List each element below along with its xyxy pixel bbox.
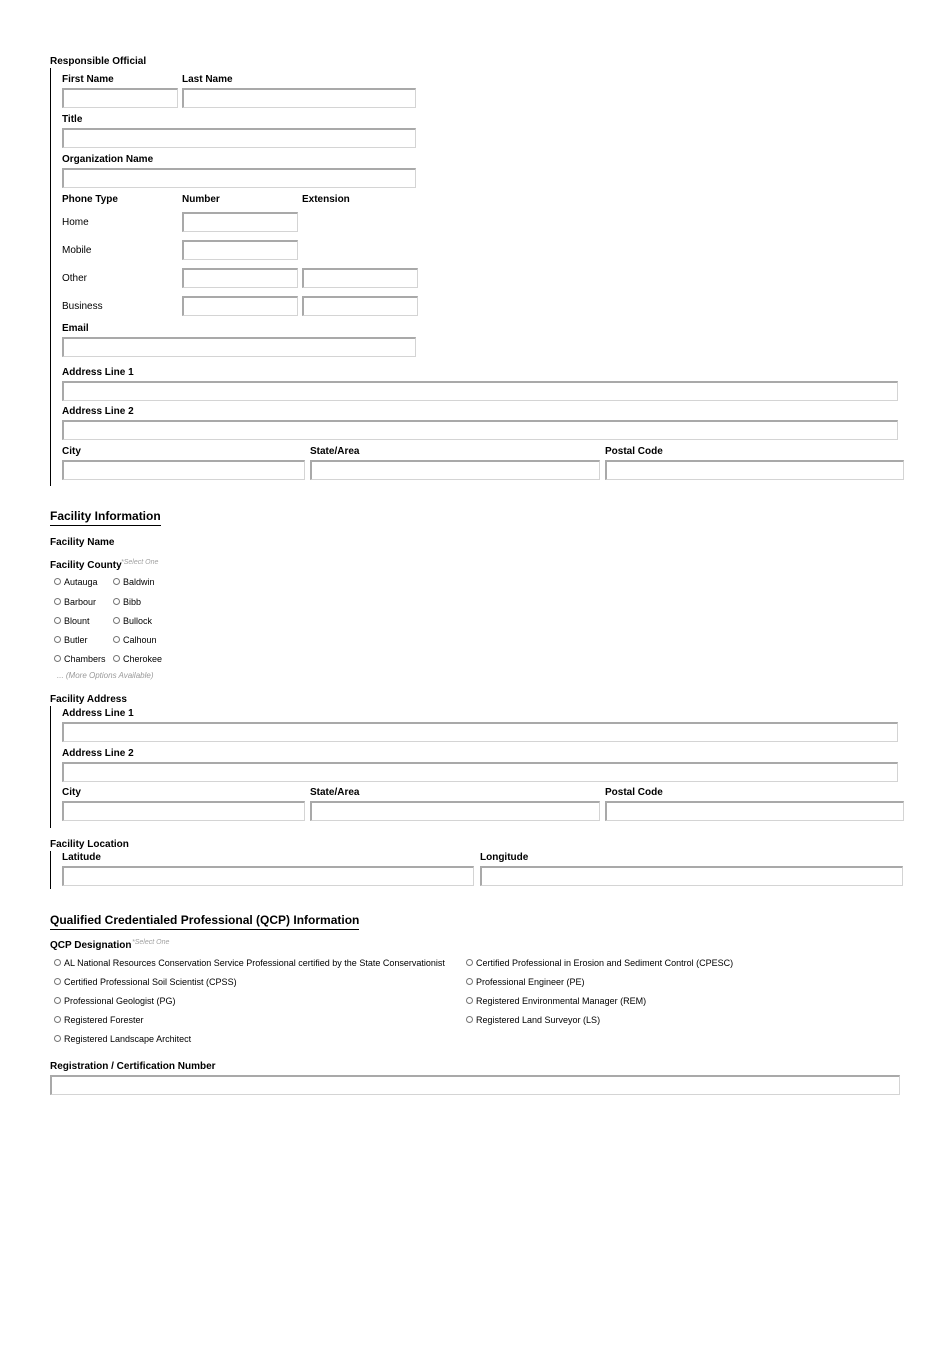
radio-circle[interactable] — [113, 598, 120, 605]
radio-circle[interactable] — [54, 1016, 61, 1023]
longitude-input[interactable] — [480, 866, 903, 886]
facility-information-heading: Facility Information — [50, 509, 161, 526]
last-name-label: Last Name — [182, 74, 233, 85]
section-border — [50, 706, 51, 828]
title-input[interactable] — [62, 128, 416, 148]
business-number-input[interactable] — [182, 296, 298, 316]
qcp-option-label: Professional Geologist (PG) — [64, 996, 176, 1006]
qcp-option-label: Registered Land Surveyor (LS) — [476, 1015, 601, 1025]
facility-address2-input[interactable] — [62, 762, 898, 782]
county-option-butler[interactable] — [54, 635, 88, 646]
qcp-designation-label: QCP Designation — [50, 940, 132, 951]
county-option-label: Cherokee — [123, 654, 163, 664]
latitude-input[interactable] — [62, 866, 474, 886]
facility-address-heading: Facility Address — [50, 694, 127, 705]
radio-circle[interactable] — [54, 578, 61, 585]
facility-location-heading: Facility Location — [50, 839, 129, 850]
facility-city-label: City — [62, 787, 81, 798]
title-label: Title — [62, 114, 83, 125]
radio-circle[interactable] — [54, 655, 61, 662]
section-border — [50, 851, 51, 889]
qcp-option-cpesc[interactable] — [466, 958, 733, 969]
phone-type-home: Home — [62, 217, 89, 228]
county-option-bibb[interactable] — [113, 597, 141, 608]
radio-circle[interactable] — [54, 617, 61, 624]
email-input[interactable] — [62, 337, 416, 357]
radio-circle[interactable] — [113, 655, 120, 662]
qcp-option-pg[interactable] — [54, 996, 176, 1007]
address2-input[interactable] — [62, 420, 898, 440]
qcp-option-ls[interactable] — [466, 1015, 600, 1026]
phone-type-mobile: Mobile — [62, 245, 92, 256]
registration-number-input[interactable] — [50, 1075, 900, 1095]
radio-circle[interactable] — [54, 1035, 61, 1042]
qcp-option-label: Registered Landscape Architect — [64, 1034, 192, 1044]
home-number-input[interactable] — [182, 212, 298, 232]
county-option-autauga[interactable] — [54, 577, 98, 588]
qcp-option-label: Certified Professional in Erosion and Sediment Control (CPESC) — [476, 958, 734, 968]
business-extension-input[interactable] — [302, 296, 418, 316]
latitude-label: Latitude — [62, 852, 101, 863]
facility-postal-input[interactable] — [605, 801, 904, 821]
county-option-label: Barbour — [64, 597, 97, 607]
county-option-label: Autauga — [64, 577, 98, 587]
county-option-blount[interactable] — [54, 616, 90, 627]
qcp-designation-hint: *Select One — [132, 939, 170, 946]
qcp-option-forester[interactable] — [54, 1015, 144, 1026]
organization-input[interactable] — [62, 168, 416, 188]
county-option-label: Chambers — [64, 654, 106, 664]
mobile-number-input[interactable] — [182, 240, 298, 260]
radio-circle[interactable] — [466, 978, 473, 985]
county-option-label: Baldwin — [123, 577, 155, 587]
address1-input[interactable] — [62, 381, 898, 401]
facility-name-label: Facility Name — [50, 537, 115, 548]
registration-number-label: Registration / Certification Number — [50, 1061, 216, 1072]
facility-county-hint: *Select One — [121, 559, 159, 566]
state-input[interactable] — [310, 460, 600, 480]
city-input[interactable] — [62, 460, 305, 480]
facility-address1-input[interactable] — [62, 722, 898, 742]
postal-label: Postal Code — [605, 446, 663, 457]
qcp-option-landscape-architect[interactable] — [54, 1034, 191, 1045]
county-option-bullock[interactable] — [113, 616, 152, 627]
number-label: Number — [182, 194, 220, 205]
qcp-option-cpss[interactable] — [54, 977, 237, 988]
county-option-baldwin[interactable] — [113, 577, 155, 588]
qcp-option-rem[interactable] — [466, 996, 646, 1007]
radio-circle[interactable] — [113, 636, 120, 643]
email-label: Email — [62, 323, 89, 334]
address1-label: Address Line 1 — [62, 367, 134, 378]
other-extension-input[interactable] — [302, 268, 418, 288]
city-label: City — [62, 446, 81, 457]
organization-label: Organization Name — [62, 154, 154, 165]
qcp-information-heading: Qualified Credentialed Professional (QCP) Information — [50, 913, 359, 930]
county-option-calhoun[interactable] — [113, 635, 157, 646]
county-option-barbour[interactable] — [54, 597, 96, 608]
county-option-cherokee[interactable] — [113, 654, 162, 665]
facility-postal-label: Postal Code — [605, 787, 663, 798]
phone-type-label: Phone Type — [62, 194, 118, 205]
radio-circle[interactable] — [113, 617, 120, 624]
qcp-option-label: Certified Professional Soil Scientist (CPSS) — [64, 977, 237, 987]
other-number-input[interactable] — [182, 268, 298, 288]
county-option-chambers[interactable] — [54, 654, 106, 665]
facility-state-input[interactable] — [310, 801, 600, 821]
longitude-label: Longitude — [480, 852, 529, 863]
qcp-option-label: Professional Engineer (PE) — [476, 977, 585, 987]
county-option-label: Butler — [64, 635, 88, 645]
last-name-input[interactable] — [182, 88, 416, 108]
responsible-official-heading: Responsible Official — [50, 56, 147, 67]
county-more-options: ... (More Options Available) — [57, 671, 154, 680]
state-label: State/Area — [310, 446, 360, 457]
phone-type-other: Other — [62, 273, 88, 284]
qcp-option-label: Registered Forester — [64, 1015, 144, 1025]
radio-circle[interactable] — [54, 997, 61, 1004]
radio-circle[interactable] — [54, 978, 61, 985]
qcp-option-pe[interactable] — [466, 977, 585, 988]
postal-input[interactable] — [605, 460, 904, 480]
section-border — [50, 68, 51, 486]
qcp-option-al-nrcs[interactable] — [54, 958, 445, 969]
qcp-option-label: AL National Resources Conservation Service Professional certified by the State Conservationist — [64, 958, 445, 968]
county-option-label: Bibb — [123, 597, 142, 607]
radio-circle[interactable] — [466, 997, 473, 1004]
county-option-label: Blount — [64, 616, 90, 626]
radio-circle[interactable] — [54, 636, 61, 643]
county-option-label: Bullock — [123, 616, 153, 626]
address2-label: Address Line 2 — [62, 406, 134, 417]
radio-circle[interactable] — [54, 598, 61, 605]
facility-city-input[interactable] — [62, 801, 305, 821]
radio-circle[interactable] — [54, 959, 61, 966]
first-name-label: First Name — [62, 74, 114, 85]
county-option-label: Calhoun — [123, 635, 157, 645]
radio-circle[interactable] — [466, 1016, 473, 1023]
first-name-input[interactable] — [62, 88, 178, 108]
qcp-option-label: Registered Environmental Manager (REM) — [476, 996, 647, 1006]
facility-address1-label: Address Line 1 — [62, 708, 134, 719]
radio-circle[interactable] — [466, 959, 473, 966]
facility-county-label: Facility County — [50, 560, 122, 571]
extension-label: Extension — [302, 194, 350, 205]
radio-circle[interactable] — [113, 578, 120, 585]
phone-type-business: Business — [62, 301, 103, 312]
facility-state-label: State/Area — [310, 787, 360, 798]
facility-address2-label: Address Line 2 — [62, 748, 134, 759]
